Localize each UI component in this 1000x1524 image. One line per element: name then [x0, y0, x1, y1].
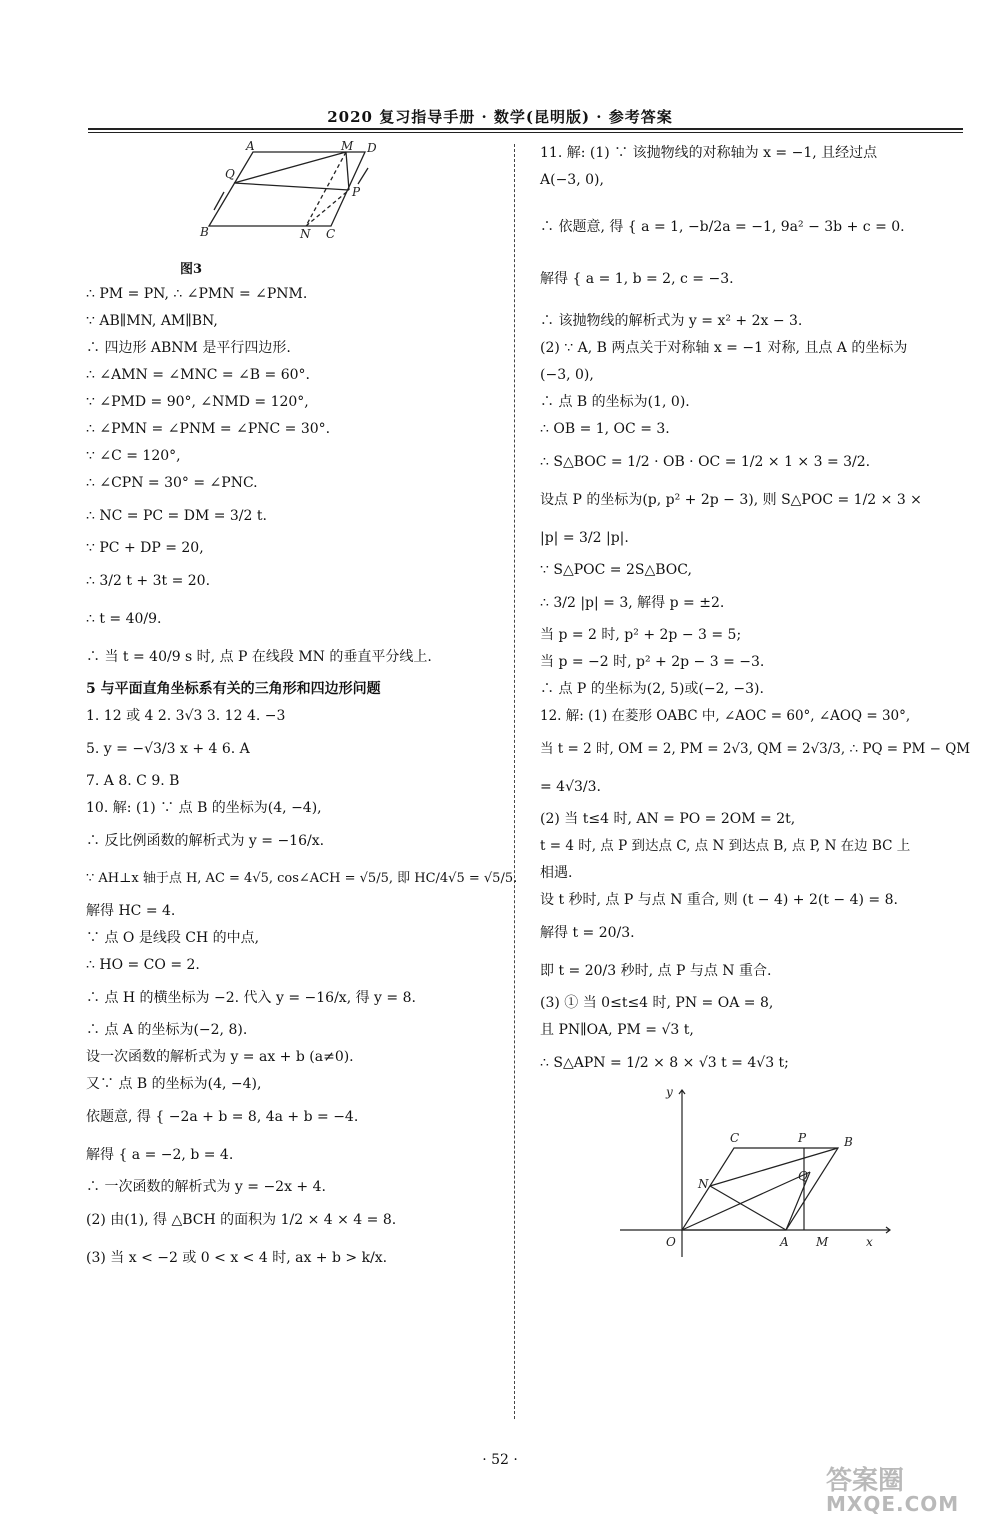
figure-3 — [86, 140, 496, 258]
header-rule — [88, 128, 963, 130]
equation-system: 解得 { a = −2, b = 4. — [86, 1147, 234, 1163]
solution-line: 解得 HC = 4. — [86, 903, 176, 919]
equation-system: 依题意, 得 { −2a + b = 8, 4a + b = −4. — [86, 1109, 359, 1125]
solution-line: = 4√3/3. — [540, 779, 601, 795]
solution-line: 即 t = 20/3 秒时, 点 P 与点 N 重合. — [540, 963, 772, 979]
watermark-url: MXQE.COM — [826, 1492, 960, 1516]
solution-line: ∴ ∠CPN = 30° = ∠PNC. — [86, 475, 258, 491]
solution-line: ∴ 点 P 的坐标为(2, 5)或(−2, −3). — [540, 681, 764, 697]
fig-label-Q: Q — [798, 1169, 808, 1183]
page-header: 2020 复习指导手册 · 数学(昆明版) · 参考答案 — [327, 108, 673, 126]
solution-line: ∴ S△APN = 1/2 × 8 × √3 t = 4√3 t; — [540, 1055, 789, 1071]
solution-line: 相遇. — [540, 865, 573, 881]
solution-line: 设一次函数的解析式为 y = ax + b (a≠0). — [86, 1049, 354, 1065]
solution-line: ∴ 四边形 ABNM 是平行四边形. — [86, 340, 291, 356]
solution-line: ∵ ∠C = 120°, — [86, 448, 181, 464]
solution-line: (2) ∵ A, B 两点关于对称轴 x = −1 对称, 且点 A 的坐标为 — [540, 340, 908, 356]
fig-label-y: y — [666, 1085, 673, 1099]
fig3-label-C: C — [326, 227, 336, 241]
fig-label-C: C — [730, 1131, 740, 1145]
solution-line: ∴ ∠AMN = ∠MNC = ∠B = 60°. — [86, 367, 310, 383]
solution-line: ∵ AH⊥x 轴于点 H, AC = 4√5, cos∠ACH = √5/5, 即 HC/4√5 = √5/5. — [86, 871, 518, 886]
answer-line: 7. A 8. C 9. B — [86, 773, 180, 789]
equation-system: 解得 { a = 1, b = 2, c = −3. — [540, 271, 734, 287]
equation-system: ∴ 依题意, 得 { a = 1, −b/2a = −1, 9a² − 3b + c = 0. — [540, 219, 905, 235]
solution-line: (2) 由(1), 得 △BCH 的面积为 1/2 × 4 × 4 = 8. — [86, 1212, 397, 1228]
fig-label-M: M — [816, 1235, 829, 1249]
solution-line: |p| = 3/2 |p|. — [540, 530, 629, 546]
page-number: · 52 · — [482, 1452, 518, 1468]
fig-label-x: x — [866, 1235, 873, 1249]
solution-line: ∴ 点 A 的坐标为(−2, 8). — [86, 1022, 248, 1038]
solution-line: ∴ PM = PN, ∴ ∠PMN = ∠PNM. — [86, 286, 308, 302]
fig-label-A: A — [780, 1235, 789, 1249]
answer-line: 5. y = −√3/3 x + 4 6. A — [86, 741, 250, 757]
rhombus-coordinate-figure — [600, 1082, 900, 1262]
solution-line: (2) 当 t≤4 时, AN = PO = 2OM = 2t, — [540, 811, 796, 827]
fig3-label-Q: Q — [225, 167, 235, 181]
solution-line: A(−3, 0), — [540, 172, 604, 188]
solution-line: 设点 P 的坐标为(p, p² + 2p − 3), 则 S△POC = 1/2 × 3 × — [540, 492, 922, 508]
left-column — [86, 140, 518, 1277]
fig3-label-N: N — [300, 227, 311, 241]
solution-line: ∵ ∠PMD = 90°, ∠NMD = 120°, — [86, 394, 309, 410]
header-rule-thin — [88, 132, 963, 133]
solution-line: ∴ t = 40/9. — [86, 611, 162, 627]
figure-3-diagram — [86, 140, 496, 258]
solution-line: 12. 解: (1) 在菱形 OABC 中, ∠AOC = 60°, ∠AOQ = 30°, — [540, 708, 911, 724]
solution-line: ∴ NC = PC = DM = 3/2 t. — [86, 508, 267, 524]
solution-line: 当 p = −2 时, p² + 2p − 3 = −3. — [540, 654, 765, 670]
solution-line: ∵ PC + DP = 20, — [86, 540, 204, 556]
solution-line: 当 t = 2 时, OM = 2, PM = 2√3, QM = 2√3/3, ∴ PQ = PM − QM — [540, 741, 971, 757]
solution-line: 11. 解: (1) ∵ 该抛物线的对称轴为 x = −1, 且经过点 — [540, 145, 878, 161]
solution-line: t = 4 时, 点 P 到达点 C, 点 N 到达点 B, 点 P, N 在边 BC 上 — [540, 838, 911, 854]
column-divider — [514, 144, 515, 1419]
fig3-label-D: D — [367, 141, 377, 155]
solution-line: ∴ HO = CO = 2. — [86, 957, 200, 973]
solution-line: 又∵ 点 B 的坐标为(4, −4), — [86, 1076, 262, 1092]
answer-line: 1. 12 或 4 2. 3√3 3. 12 4. −3 — [86, 708, 286, 724]
solution-line: 当 p = 2 时, p² + 2p − 3 = 5; — [540, 627, 742, 643]
solution-line: ∴ 当 t = 40/9 s 时, 点 P 在线段 MN 的垂直平分线上. — [86, 649, 432, 665]
fig-label-O: O — [666, 1235, 676, 1249]
solution-line: (−3, 0), — [540, 367, 594, 383]
solution-line: ∴ 一次函数的解析式为 y = −2x + 4. — [86, 1179, 326, 1195]
watermark-logo: 答案圈 — [826, 1466, 905, 1496]
fig3-label-A: A — [246, 140, 255, 153]
solution-line: 设 t 秒时, 点 P 与点 N 重合, 则 (t − 4) + 2(t − 4) = 8. — [540, 892, 898, 908]
solution-line: (3) 当 x < −2 或 0 < x < 4 时, ax + b > k/x. — [86, 1250, 388, 1266]
solution-line: ∵ 点 O 是线段 CH 的中点, — [86, 930, 260, 946]
figure-3-caption: 图3 — [179, 262, 203, 277]
solution-line: ∴ S△BOC = 1/2 · OB · OC = 1/2 × 1 × 3 = 3/2. — [540, 454, 871, 470]
solution-line: ∴ 点 B 的坐标为(1, 0). — [540, 394, 690, 410]
solution-line: ∴ 点 H 的横坐标为 −2. 代入 y = −16/x, 得 y = 8. — [86, 990, 416, 1006]
solution-line: 解得 t = 20/3. — [540, 925, 635, 941]
solution-line: ∴ ∠PMN = ∠PNM = ∠PNC = 30°. — [86, 421, 331, 437]
solution-line: (3) ① 当 0≤t≤4 时, PN = OA = 8, — [540, 995, 774, 1011]
solution-line: ∵ S△POC = 2S△BOC, — [540, 562, 692, 578]
solution-line: ∴ 该抛物线的解析式为 y = x² + 2x − 3. — [540, 313, 803, 329]
solution-line: 10. 解: (1) ∵ 点 B 的坐标为(4, −4), — [86, 800, 322, 816]
solution-line: ∴ 反比例函数的解析式为 y = −16/x. — [86, 833, 325, 849]
fig-label-N: N — [698, 1177, 709, 1191]
fig3-label-M: M — [341, 140, 354, 153]
solution-line: 且 PN∥OA, PM = √3 t, — [540, 1022, 694, 1038]
solution-line: ∴ OB = 1, OC = 3. — [540, 421, 670, 437]
fig3-label-B: B — [200, 225, 209, 239]
right-column — [540, 140, 971, 1266]
fig3-label-P: P — [352, 185, 361, 199]
fig-label-P: P — [798, 1131, 807, 1145]
solution-line: ∵ AB∥MN, AM∥BN, — [86, 313, 218, 329]
fig-label-B: B — [844, 1135, 853, 1149]
solution-line: ∴ 3/2 t + 3t = 20. — [86, 573, 211, 589]
section-heading: 5 与平面直角坐标系有关的三角形和四边形问题 — [86, 681, 381, 697]
solution-line: ∴ 3/2 |p| = 3, 解得 p = ±2. — [540, 595, 725, 611]
